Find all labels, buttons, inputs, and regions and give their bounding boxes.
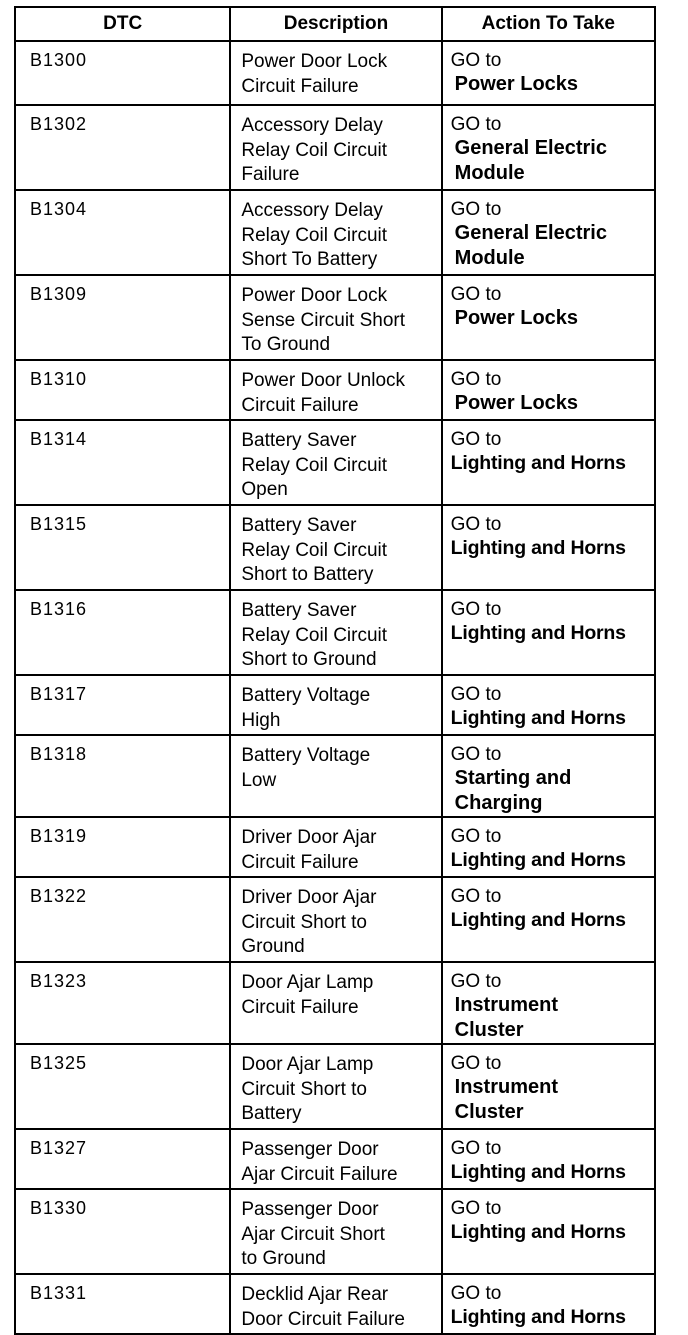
go-to-label: GO to	[450, 1198, 502, 1219]
dtc-description: Power Door Lock Sense Circuit Short To Ground	[230, 275, 441, 360]
table-row	[15, 190, 655, 275]
action-target: Instrument Cluster	[454, 994, 558, 1041]
dtc-description: Accessory Delay Relay Coil Circuit Failure	[230, 105, 441, 190]
table-row	[15, 675, 655, 735]
dtc-action	[442, 41, 655, 105]
action-target: Lighting and Horns	[450, 1161, 626, 1183]
table-row	[15, 1189, 655, 1274]
action-target: General Electric Module	[454, 222, 607, 269]
dtc-description: Passenger Door Ajar Circuit Failure	[230, 1129, 441, 1189]
dtc-code: B1300	[15, 41, 230, 105]
table-row	[15, 505, 655, 590]
table-row	[15, 1044, 655, 1129]
dtc-action	[442, 1189, 655, 1274]
go-to-label: GO to	[450, 199, 502, 220]
dtc-code: B1325	[15, 1044, 230, 1129]
dtc-description: Battery Voltage High	[230, 675, 441, 735]
go-to-label: GO to	[450, 599, 502, 620]
header-action: Action To Take	[442, 7, 655, 41]
dtc-action	[442, 505, 655, 590]
dtc-action	[442, 420, 655, 505]
go-to-label: GO to	[450, 369, 502, 390]
dtc-action	[442, 735, 655, 817]
dtc-code: B1330	[15, 1189, 230, 1274]
dtc-code: B1319	[15, 817, 230, 877]
dtc-code: B1318	[15, 735, 230, 817]
go-to-label: GO to	[450, 971, 502, 992]
go-to-label: GO to	[450, 1138, 502, 1159]
go-to-label: GO to	[450, 886, 502, 907]
action-target: Starting and Charging	[454, 767, 572, 814]
action-target: Power Locks	[454, 73, 579, 95]
table-row	[15, 420, 655, 505]
table-row	[15, 1129, 655, 1189]
header-description: Description	[230, 7, 441, 41]
go-to-label: GO to	[450, 114, 502, 135]
header-row	[15, 7, 655, 41]
action-target: Instrument Cluster	[454, 1076, 558, 1123]
dtc-code: B1331	[15, 1274, 230, 1334]
dtc-action	[442, 105, 655, 190]
dtc-action	[442, 962, 655, 1044]
dtc-action	[442, 190, 655, 275]
go-to-label: GO to	[450, 284, 502, 305]
dtc-description: Power Door Lock Circuit Failure	[230, 41, 441, 105]
action-target: Lighting and Horns	[450, 1221, 626, 1243]
dtc-code: B1309	[15, 275, 230, 360]
dtc-action	[442, 817, 655, 877]
dtc-description: Door Ajar Lamp Circuit Short to Battery	[230, 1044, 441, 1129]
action-target: Power Locks	[454, 392, 579, 414]
table-body	[15, 41, 655, 1334]
table-row	[15, 360, 655, 420]
go-to-label: GO to	[450, 1283, 502, 1304]
go-to-label: GO to	[450, 429, 502, 450]
dtc-code: B1310	[15, 360, 230, 420]
go-to-label: GO to	[450, 514, 502, 535]
table-row	[15, 735, 655, 817]
action-target: Lighting and Horns	[450, 622, 626, 644]
table-row	[15, 877, 655, 962]
dtc-code: B1315	[15, 505, 230, 590]
dtc-description: Battery Saver Relay Coil Circuit Open	[230, 420, 441, 505]
dtc-description: Decklid Ajar Rear Door Circuit Failure	[230, 1274, 441, 1334]
dtc-description: Passenger Door Ajar Circuit Short to Ground	[230, 1189, 441, 1274]
dtc-description: Power Door Unlock Circuit Failure	[230, 360, 441, 420]
action-target: Lighting and Horns	[450, 537, 626, 559]
dtc-table	[14, 6, 656, 1335]
dtc-code: B1314	[15, 420, 230, 505]
dtc-action	[442, 1044, 655, 1129]
go-to-label: GO to	[450, 826, 502, 847]
go-to-label: GO to	[450, 684, 502, 705]
dtc-action	[442, 590, 655, 675]
dtc-code: B1316	[15, 590, 230, 675]
dtc-action	[442, 1129, 655, 1189]
dtc-description: Battery Saver Relay Coil Circuit Short to Battery	[230, 505, 441, 590]
dtc-code: B1302	[15, 105, 230, 190]
go-to-label: GO to	[450, 744, 502, 765]
dtc-description: Door Ajar Lamp Circuit Failure	[230, 962, 441, 1044]
action-target: General Electric Module	[454, 137, 607, 184]
table-row	[15, 590, 655, 675]
dtc-code: B1317	[15, 675, 230, 735]
go-to-label: GO to	[450, 50, 502, 71]
go-to-label: GO to	[450, 1053, 502, 1074]
action-target: Lighting and Horns	[450, 909, 626, 931]
dtc-code: B1327	[15, 1129, 230, 1189]
dtc-code: B1304	[15, 190, 230, 275]
dtc-description: Battery Saver Relay Coil Circuit Short to Ground	[230, 590, 441, 675]
header-dtc: DTC	[15, 7, 230, 41]
table-row	[15, 817, 655, 877]
action-target: Lighting and Horns	[450, 452, 626, 474]
dtc-action	[442, 360, 655, 420]
table-row	[15, 41, 655, 105]
action-target: Lighting and Horns	[450, 1306, 626, 1328]
dtc-code: B1322	[15, 877, 230, 962]
action-target: Lighting and Horns	[450, 707, 626, 729]
action-target: Lighting and Horns	[450, 849, 626, 871]
table-row	[15, 962, 655, 1044]
dtc-action	[442, 275, 655, 360]
dtc-description: Driver Door Ajar Circuit Failure	[230, 817, 441, 877]
action-target: Power Locks	[454, 307, 579, 329]
dtc-description: Accessory Delay Relay Coil Circuit Short To Battery	[230, 190, 441, 275]
dtc-action	[442, 1274, 655, 1334]
dtc-action	[442, 675, 655, 735]
dtc-code: B1323	[15, 962, 230, 1044]
dtc-description: Battery Voltage Low	[230, 735, 441, 817]
dtc-description: Driver Door Ajar Circuit Short to Ground	[230, 877, 441, 962]
table-row	[15, 1274, 655, 1334]
table-row	[15, 275, 655, 360]
dtc-action	[442, 877, 655, 962]
table-row	[15, 105, 655, 190]
